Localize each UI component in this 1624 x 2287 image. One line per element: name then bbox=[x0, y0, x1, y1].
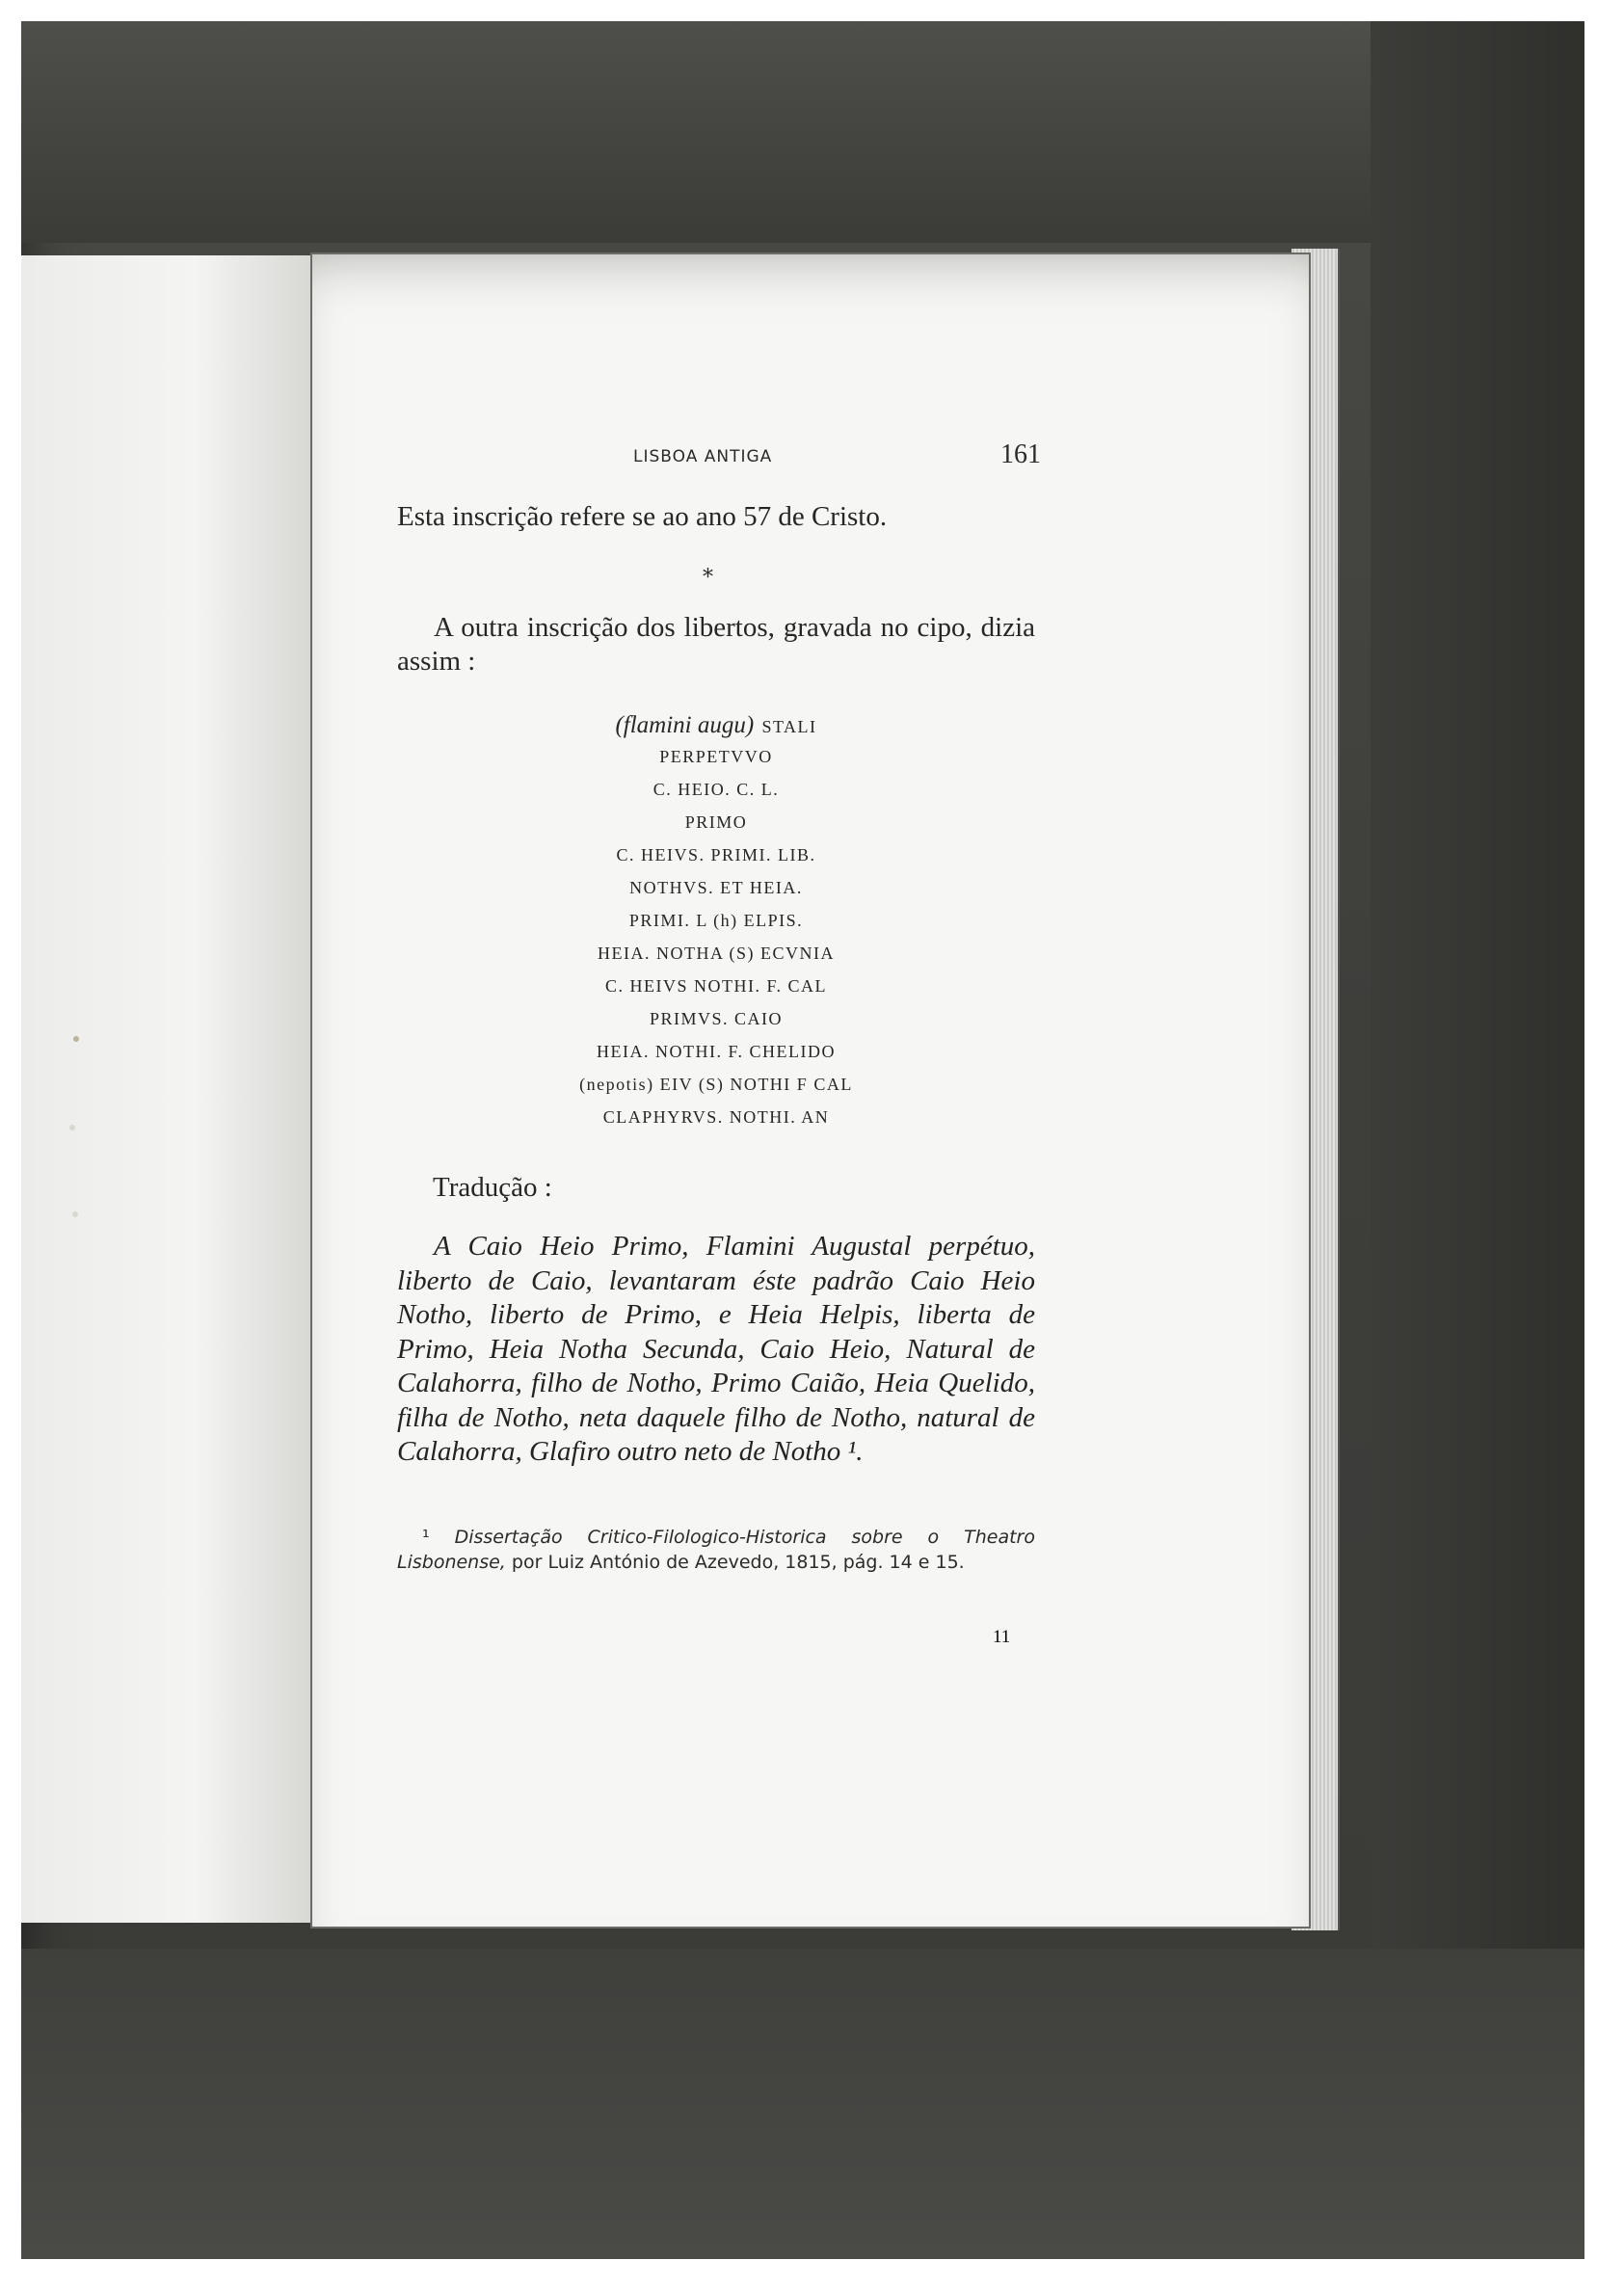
page-speck bbox=[69, 1125, 75, 1130]
translation-label: Tradução : bbox=[433, 1172, 552, 1203]
inscription-line: PERPETVVO bbox=[659, 747, 773, 766]
photo-top-shadow bbox=[21, 21, 1584, 243]
inscription-line: C. HEIVS NOTHI. F. CAL bbox=[604, 976, 828, 996]
page-speck bbox=[73, 1036, 79, 1042]
right-book-page bbox=[310, 253, 1311, 1928]
intro-paragraph: A outra inscrição dos libertos, gravada no cipo, dizia assim : bbox=[397, 612, 1035, 677]
inscription-restored-text: (flamini augu) bbox=[615, 712, 755, 738]
inscription-line: C. HEIO. C. L. bbox=[652, 780, 780, 799]
page-header bbox=[312, 439, 1309, 486]
translation-text: A Caio Heio Primo, Flamini Augustal perpétuo, liberto de Caio, levantaram éste padrão Caio Heio Notho, liberto de Primo, e Heia Helpis, liberta de Primo, Heia Notha Secunda, Caio Heio, Natural de Calahorra, filho de Notho, Primo Caião, Heia Quelido, filha de Notho, neta daquele filho de Notho, natural de Calahorra, Glafiro outro neto de Notho ¹. bbox=[397, 1231, 1035, 1467]
inscription-line: HEIA. NOTHI. F. CHELIDO bbox=[596, 1042, 837, 1061]
inscription-line: C. HEIVS. PRIMI. LIB. bbox=[616, 845, 816, 864]
inscription-line: (nepotis) EIV (S) NOTHI F CAL bbox=[579, 1075, 853, 1094]
inscription-line bbox=[397, 707, 1035, 740]
page-number: 161 bbox=[1000, 439, 1041, 469]
footnote-title: Dissertação Critico-Filologico-Historica sobre o Theatro Lisbonense, bbox=[397, 1527, 1035, 1573]
inscription-line: CLAPHYRVS. NOTHI. AN bbox=[602, 1107, 830, 1127]
photo-right-shadow bbox=[1371, 21, 1584, 2259]
inscription-line: HEIA. NOTHA (S) ECVNIA bbox=[598, 944, 835, 963]
footnote bbox=[397, 1525, 1035, 1575]
left-book-page bbox=[21, 255, 313, 1923]
running-title: LISBOA ANTIGA bbox=[633, 447, 773, 466]
inscription-text: STALI bbox=[761, 717, 817, 736]
signature-mark: 11 bbox=[993, 1627, 1011, 1647]
page-speck bbox=[72, 1211, 78, 1217]
inscription-line: NOTHVS. ET HEIA. bbox=[629, 878, 803, 897]
latin-inscription bbox=[397, 707, 1035, 1133]
footnote-citation: por Luiz António de Azevedo, 1815, pág. 14 e 15. bbox=[511, 1552, 965, 1573]
photo-bottom-shadow bbox=[21, 1949, 1584, 2259]
inscription-line: PRIMO bbox=[684, 812, 748, 832]
section-separator: * bbox=[703, 566, 713, 590]
inscription-line: PRIMI. L (h) ELPIS. bbox=[628, 911, 804, 930]
opening-line: Esta inscrição refere se ao ano 57 de Cristo. bbox=[397, 501, 888, 532]
footnote-marker: ¹ bbox=[422, 1527, 430, 1548]
inscription-line: PRIMVS. CAIO bbox=[649, 1009, 784, 1028]
